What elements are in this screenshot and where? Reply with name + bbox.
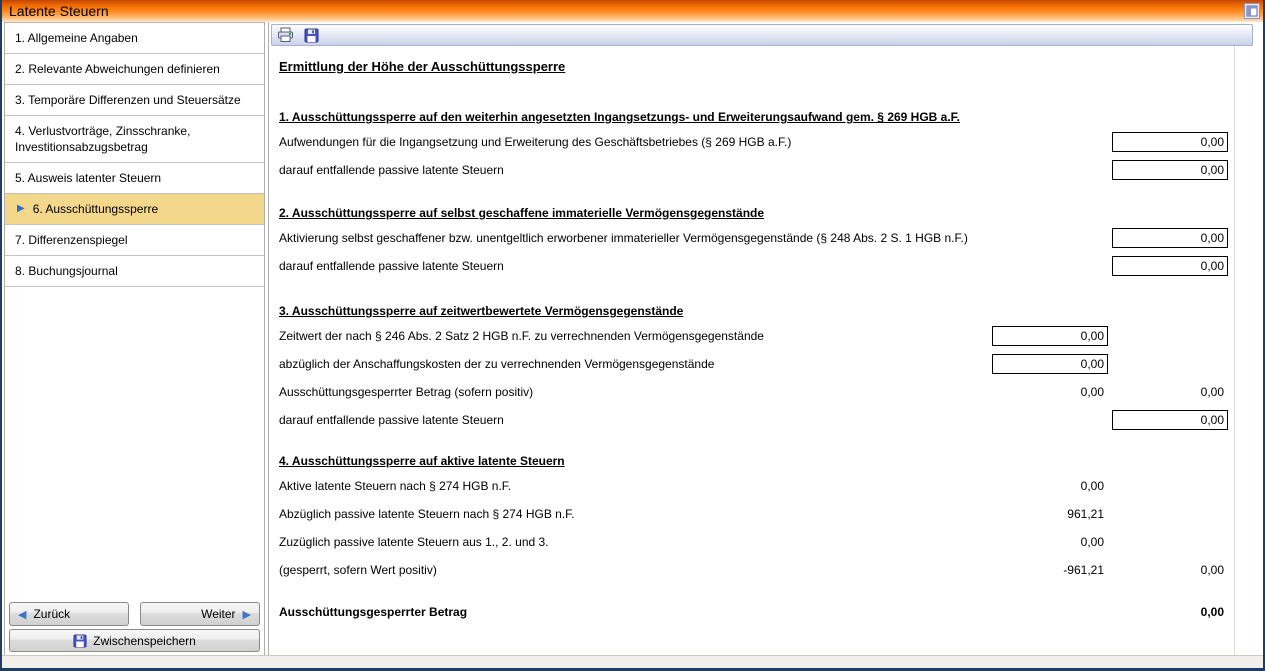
sidebar-item-ausschuettungssperre[interactable]: [5, 194, 264, 225]
amount-input[interactable]: [1112, 256, 1228, 276]
row-label: Zeitwert der nach § 246 Abs. 2 Satz 2 HGB n.F. zu verrechnenden Vermögensgegenstände: [279, 329, 764, 343]
section-zeitwertbewertete-vermoegensgegenstaende: [279, 304, 1256, 434]
row-label: darauf entfallende passive latente Steuern: [279, 259, 504, 273]
row-label: Aktive latente Steuern nach § 274 HGB n.F.: [279, 479, 512, 493]
status-strip: [2, 655, 1263, 668]
amount-value: 0,00: [1080, 385, 1104, 399]
interim-save-label: Zwischenspeichern: [93, 633, 196, 648]
wizard-steps-list: [5, 22, 264, 287]
section-heading: 1. Ausschüttungssperre auf den weiterhin angesetzten Ingangsetzungs- und Erweiterungsaufwand gem. § 269 HGB a.F.: [279, 110, 961, 124]
amount-input[interactable]: [992, 326, 1108, 346]
section-heading: 3. Ausschüttungssperre auf zeitwertbewertete Vermögensgegenstände: [279, 304, 684, 318]
amount-value: -961,21: [1063, 563, 1104, 577]
form-row: [279, 406, 1256, 434]
print-button[interactable]: [277, 27, 294, 44]
save-icon: [73, 634, 87, 648]
right-arrow-icon: ▶: [242, 608, 251, 621]
sidebar-item-label: 1. Allgemeine Angaben: [15, 31, 138, 45]
form-row: [279, 528, 1256, 556]
amount-value: 0,00: [1080, 535, 1104, 549]
form-row: [279, 156, 1256, 184]
row-label: (gesperrt, sofern Wert positiv): [279, 563, 437, 577]
amount-input[interactable]: [1112, 410, 1228, 430]
sidebar-item-label: 6. Ausschüttungssperre: [32, 202, 159, 216]
sidebar-item-label: 5. Ausweis latenter Steuern: [15, 171, 162, 185]
amount-value: 961,21: [1067, 507, 1104, 521]
section-immaterielle-vermoegensgegenstaende: [279, 206, 1256, 280]
wizard-sidebar: [4, 22, 265, 655]
sidebar-item-buchungsjournal[interactable]: [5, 256, 264, 287]
toolbar: [271, 24, 1253, 46]
form-row: [279, 378, 1256, 406]
sidebar-item-label: 3. Temporäre Differenzen und Steuersätze: [15, 93, 241, 107]
save-icon: [304, 28, 319, 43]
title-bar: [0, 0, 1265, 22]
section-heading: 2. Ausschüttungssperre auf selbst geschaffene immaterielle Vermögensgegenstände: [279, 206, 765, 220]
back-button[interactable]: [9, 602, 129, 626]
selected-step-arrow-icon: ▶: [17, 203, 25, 214]
window-layout-icon[interactable]: [1244, 3, 1260, 19]
sidebar-item-differenzenspiegel[interactable]: [5, 225, 264, 256]
sidebar-item-label: 2. Relevante Abweichungen definieren: [15, 62, 220, 76]
window-title: Latente Steuern: [9, 3, 109, 19]
form-row: [279, 224, 1256, 252]
next-button[interactable]: [140, 602, 260, 626]
form-row: [279, 128, 1256, 156]
section-ingangsetzungsaufwand: [279, 110, 1256, 184]
amount-input[interactable]: [992, 354, 1108, 374]
total-row: [279, 598, 1256, 626]
form-row: [279, 252, 1256, 280]
row-label: Zuzüglich passive latente Steuern aus 1., 2. und 3.: [279, 535, 549, 549]
next-button-label: Weiter: [201, 607, 236, 621]
sidebar-item-relevante-abweichungen[interactable]: [5, 54, 264, 85]
amount-input[interactable]: [1112, 228, 1228, 248]
row-label: Ausschüttungsgesperrter Betrag (sofern positiv): [279, 385, 534, 399]
row-label: darauf entfallende passive latente Steuern: [279, 413, 504, 427]
amount-input[interactable]: [1112, 132, 1228, 152]
back-button-label: Zurück: [33, 607, 71, 621]
row-label: darauf entfallende passive latente Steuern: [279, 163, 504, 177]
row-label: Aufwendungen für die Ingangsetzung und Erweiterung des Geschäftsbetriebes (§ 269 HGB a.F.): [279, 135, 792, 149]
total-value: 0,00: [1200, 605, 1224, 619]
form-row: [279, 472, 1256, 500]
sidebar-item-label: 7. Differenzenspiegel: [15, 233, 128, 247]
form-row: [279, 500, 1256, 528]
form-row: [279, 322, 1256, 350]
total-label: Ausschüttungsgesperrter Betrag: [279, 605, 468, 619]
amount-value: 0,00: [1080, 479, 1104, 493]
main-panel: [268, 22, 1256, 655]
form-content: [270, 46, 1256, 655]
row-label: Aktivierung selbst geschaffener bzw. unentgeltlich erworbener immaterieller Vermögensgegenstände (§ 248 Abs. 2 S. 1 HGB n.F.): [279, 231, 968, 245]
amount-input[interactable]: [1112, 160, 1228, 180]
sidebar-item-label: 4. Verlustvorträge, Zinsschranke, Investitionsabzugsbetrag: [15, 124, 191, 154]
left-arrow-icon: ◀: [18, 608, 27, 621]
sidebar-item-temporaere-differenzen[interactable]: [5, 85, 264, 116]
section-aktive-latente-steuern: [279, 454, 1256, 584]
section-heading: 4. Ausschüttungssperre auf aktive latente Steuern: [279, 454, 565, 468]
interim-save-button[interactable]: [9, 629, 260, 652]
page-title: Ermittlung der Höhe der Ausschüttungssperre: [279, 59, 566, 74]
row-label: abzüglich der Anschaffungskosten der zu verrechnenden Vermögensgegenstände: [279, 357, 715, 371]
wizard-nav-buttons: [9, 602, 260, 626]
sidebar-item-label: 8. Buchungsjournal: [15, 264, 118, 278]
form-row: [279, 350, 1256, 378]
sidebar-item-verlustvortraege[interactable]: [5, 116, 264, 163]
amount-value: 0,00: [1200, 563, 1224, 577]
amount-value: 0,00: [1200, 385, 1224, 399]
row-label: Abzüglich passive latente Steuern nach § 274 HGB n.F.: [279, 507, 575, 521]
print-icon: [277, 27, 294, 43]
sidebar-item-allgemeine-angaben[interactable]: [5, 23, 264, 54]
sidebar-item-ausweis-latenter-steuern[interactable]: [5, 163, 264, 194]
form-row: [279, 556, 1256, 584]
save-button[interactable]: [303, 27, 320, 44]
